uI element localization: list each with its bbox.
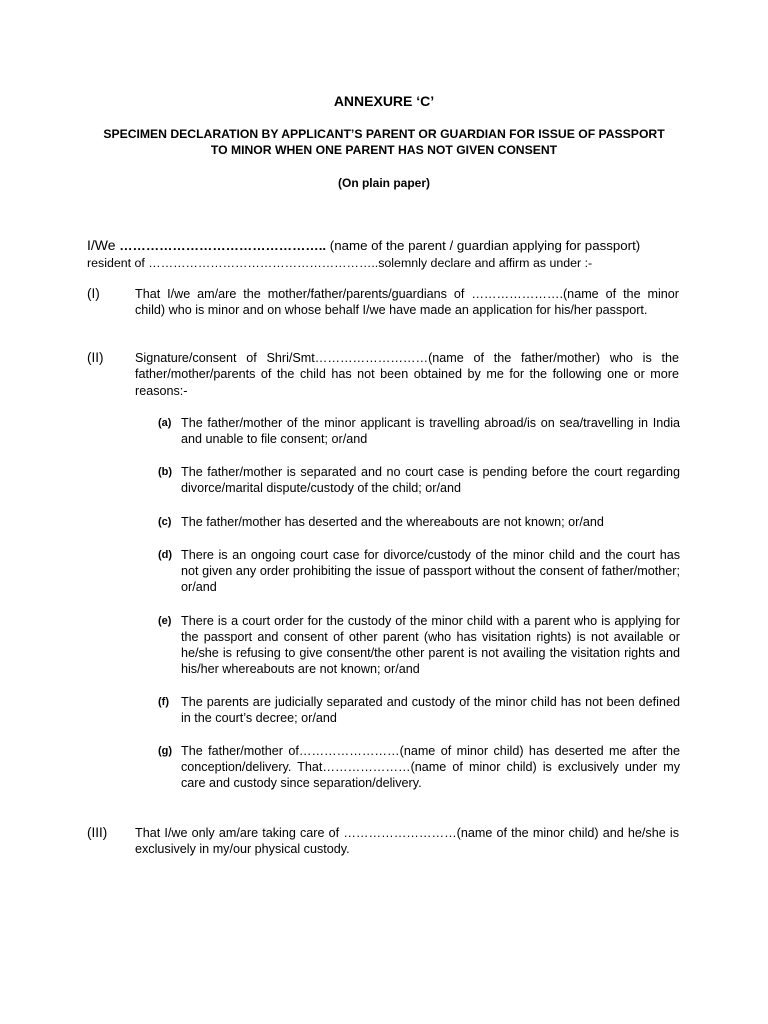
annexure-title: ANNEXURE ‘C’ — [333, 93, 435, 109]
reason-text: The father/mother of the minor applicant is travelling abroad/is on sea/travelling in India and unable to file consent; or/and — [181, 416, 680, 446]
subtitle-line-1: SPECIMEN DECLARATION BY APPLICANT’S PARENT OR GUARDIAN FOR ISSUE OF PASSPORT — [103, 127, 665, 141]
declaration-suffix: (name of the parent / guardian applying for passport) — [329, 238, 641, 253]
reason-letter: (d) — [158, 549, 173, 561]
declaration-blank: ……………………………………….. — [119, 238, 327, 253]
clause-text: That I/we am/are the mother/father/parents/guardians of ………………….(name of the minor child) who is minor and on whose behalf I/we have made an application for his/her passport. — [135, 287, 679, 318]
reason-text: The parents are judicially separated and custody of the minor child has not been defined in the court’s decree; or/and — [181, 695, 680, 725]
reason-text: The father/mother has deserted and the whereabouts are not known; or/and — [181, 515, 604, 529]
reason-letter: (f) — [158, 696, 169, 708]
clause-number: (I) — [87, 286, 100, 301]
clause-number: (II) — [87, 350, 104, 365]
declaration-line-2: resident of ………………………………………………..solemnly declare and affirm as under :- — [87, 256, 593, 270]
reason-letter: (e) — [158, 615, 172, 627]
document-subtitle — [0, 126, 768, 158]
reason-letter: (a) — [158, 417, 172, 429]
reason-text: The father/mother of……………………(name of minor child) has deserted me after the conception/delivery. That…………………(name of minor child) is exclusively under my care and custody since separation/delivery. — [181, 744, 680, 790]
reason-letter: (b) — [158, 466, 173, 478]
plain-paper-note: (On plain paper) — [337, 176, 430, 190]
clause-text: Signature/consent of Shri/Smt………………………(name of the father/mother) who is the father/mother/parents of the child has not been obtained by me for the following one or more reasons:- — [135, 351, 679, 398]
reason-text: There is a court order for the custody of the minor child with a parent who is applying for the passport and consent of other parent (who has visitation rights) is not available or he/she is refusing to give consent/the other parent is not availing the visitation rights and his/her whereabouts are not known; or/and — [181, 614, 680, 676]
subtitle-line-2: TO MINOR WHEN ONE PARENT HAS NOT GIVEN CONSENT — [210, 143, 558, 157]
reason-text: The father/mother is separated and no court case is pending before the court regarding divorce/marital dispute/custody of the child; or/and — [181, 465, 680, 495]
reason-text: There is an ongoing court case for divorce/custody of the minor child and the court has not given any order prohibiting the issue of passport without the consent of father/mother; or/and — [181, 548, 680, 594]
declaration-line-1 — [87, 236, 679, 255]
clause-number: (III) — [87, 825, 108, 840]
reason-letter: (g) — [158, 745, 173, 757]
reason-letter: (c) — [158, 516, 172, 528]
clause-text: That I/we only am/are taking care of ………………………(name of the minor child) and he/she is exclusively in my/our physical custody. — [135, 826, 679, 857]
declaration-prefix: I/We — [87, 237, 116, 253]
